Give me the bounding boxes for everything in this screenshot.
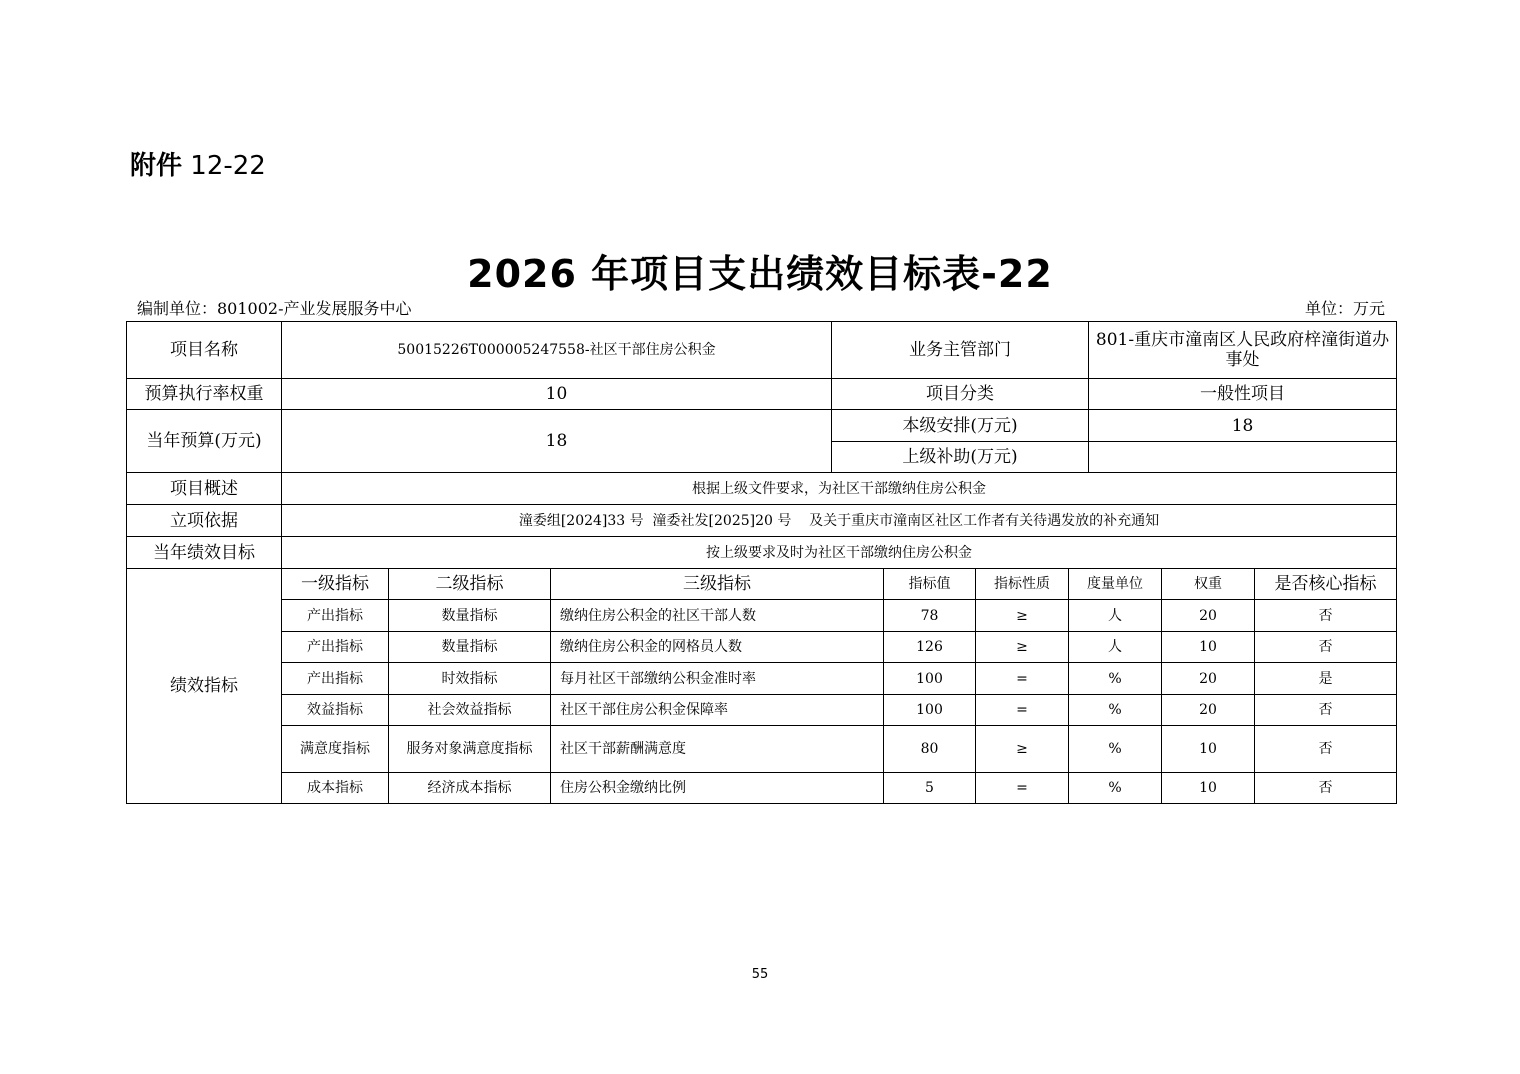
value-cell: 80 <box>884 726 976 773</box>
level3-cell: 缴纳住房公积金的社区干部人数 <box>551 600 884 632</box>
budget-label: 当年预算(万元) <box>127 410 282 473</box>
indicator-row <box>282 600 1397 632</box>
project-name-label: 项目名称 <box>127 322 282 379</box>
level2-cell: 经济成本指标 <box>389 773 551 804</box>
level1-cell: 产出指标 <box>282 663 389 695</box>
value-cell: 78 <box>884 600 976 632</box>
unit-cell: % <box>1069 663 1162 695</box>
level2-cell: 社会效益指标 <box>389 695 551 726</box>
level2-cell: 时效指标 <box>389 663 551 695</box>
weight-cell: 10 <box>1162 632 1255 663</box>
value-cell: 126 <box>884 632 976 663</box>
unit-cell: % <box>1069 773 1162 804</box>
nature-cell: ≥ <box>976 726 1069 773</box>
overview-label: 项目概述 <box>127 473 282 505</box>
nature-cell: = <box>976 695 1069 726</box>
level2-cell: 数量指标 <box>389 600 551 632</box>
weight-cell: 20 <box>1162 663 1255 695</box>
unit-cell: % <box>1069 726 1162 773</box>
category-label: 项目分类 <box>832 379 1089 410</box>
core-cell: 是 <box>1255 663 1397 695</box>
indicator-row <box>282 726 1397 773</box>
goal-value: 按上级要求及时为社区干部缴纳住房公积金 <box>282 537 1397 569</box>
header-level1: 一级指标 <box>282 569 389 600</box>
header-level3: 三级指标 <box>551 569 884 600</box>
basis-label: 立项依据 <box>127 505 282 537</box>
local-arrangement-label: 本级安排(万元) <box>832 410 1089 442</box>
nature-cell: ≥ <box>976 632 1069 663</box>
attachment-label <box>130 145 266 182</box>
header-unit: 度量单位 <box>1069 569 1162 600</box>
core-cell: 否 <box>1255 726 1397 773</box>
indicator-row <box>282 695 1397 726</box>
category-value: 一般性项目 <box>1089 379 1397 410</box>
level1-cell: 产出指标 <box>282 632 389 663</box>
performance-target-table <box>126 321 1397 804</box>
dept-label: 业务主管部门 <box>832 322 1089 379</box>
nature-cell: = <box>976 663 1069 695</box>
indicators-grid-container <box>282 569 1397 804</box>
attachment-word: 附件 <box>130 151 183 181</box>
compiling-unit: 编制单位：801002-产业发展服务中心 <box>137 299 412 318</box>
level3-cell: 社区干部薪酬满意度 <box>551 726 884 773</box>
level2-cell: 服务对象满意度指标 <box>389 726 551 773</box>
page-number: 55 <box>751 967 769 982</box>
header-core: 是否核心指标 <box>1255 569 1397 600</box>
core-cell: 否 <box>1255 632 1397 663</box>
value-cell: 100 <box>884 663 976 695</box>
indicator-row <box>282 632 1397 663</box>
unit-cell: 人 <box>1069 632 1162 663</box>
unit-cell: 人 <box>1069 600 1162 632</box>
basis-value: 潼委组[2024]33 号 潼委社发[2025]20 号 及关于重庆市潼南区社区工作者有关待遇发放的补充通知 <box>282 505 1397 537</box>
level3-cell: 缴纳住房公积金的网格员人数 <box>551 632 884 663</box>
page-title: 2026 年项目支出绩效目标表-22 <box>467 252 1053 296</box>
weight-label: 预算执行率权重 <box>127 379 282 410</box>
header-nature: 指标性质 <box>976 569 1069 600</box>
level1-cell: 满意度指标 <box>282 726 389 773</box>
indicator-row <box>282 663 1397 695</box>
weight-cell: 20 <box>1162 600 1255 632</box>
level2-cell: 数量指标 <box>389 632 551 663</box>
level1-cell: 效益指标 <box>282 695 389 726</box>
indicator-row <box>282 773 1397 804</box>
project-name-value: 50015226T000005247558-社区干部住房公积金 <box>282 322 832 379</box>
level1-cell: 产出指标 <box>282 600 389 632</box>
weight-cell: 10 <box>1162 773 1255 804</box>
core-cell: 否 <box>1255 695 1397 726</box>
weight-cell: 20 <box>1162 695 1255 726</box>
header-level2: 二级指标 <box>389 569 551 600</box>
indicators-section-label: 绩效指标 <box>127 569 282 804</box>
nature-cell: = <box>976 773 1069 804</box>
dept-value: 801-重庆市潼南区人民政府梓潼街道办事处 <box>1089 322 1397 379</box>
upper-subsidy-value <box>1089 442 1397 473</box>
local-arrangement-value: 18 <box>1089 410 1397 442</box>
header-value: 指标值 <box>884 569 976 600</box>
weight-cell: 10 <box>1162 726 1255 773</box>
nature-cell: ≥ <box>976 600 1069 632</box>
value-cell: 5 <box>884 773 976 804</box>
level3-cell: 住房公积金缴纳比例 <box>551 773 884 804</box>
header-weight: 权重 <box>1162 569 1255 600</box>
core-cell: 否 <box>1255 600 1397 632</box>
weight-value: 10 <box>282 379 832 410</box>
attachment-number: 12-22 <box>190 151 266 181</box>
core-cell: 否 <box>1255 773 1397 804</box>
indicators-grid <box>282 569 1397 804</box>
level1-cell: 成本指标 <box>282 773 389 804</box>
overview-value: 根据上级文件要求，为社区干部缴纳住房公积金 <box>282 473 1397 505</box>
value-cell: 100 <box>884 695 976 726</box>
budget-value: 18 <box>282 410 832 473</box>
goal-label: 当年绩效目标 <box>127 537 282 569</box>
currency-unit: 单位：万元 <box>1304 299 1385 318</box>
unit-cell: % <box>1069 695 1162 726</box>
level3-cell: 每月社区干部缴纳公积金准时率 <box>551 663 884 695</box>
upper-subsidy-label: 上级补助(万元) <box>832 442 1089 473</box>
level3-cell: 社区干部住房公积金保障率 <box>551 695 884 726</box>
